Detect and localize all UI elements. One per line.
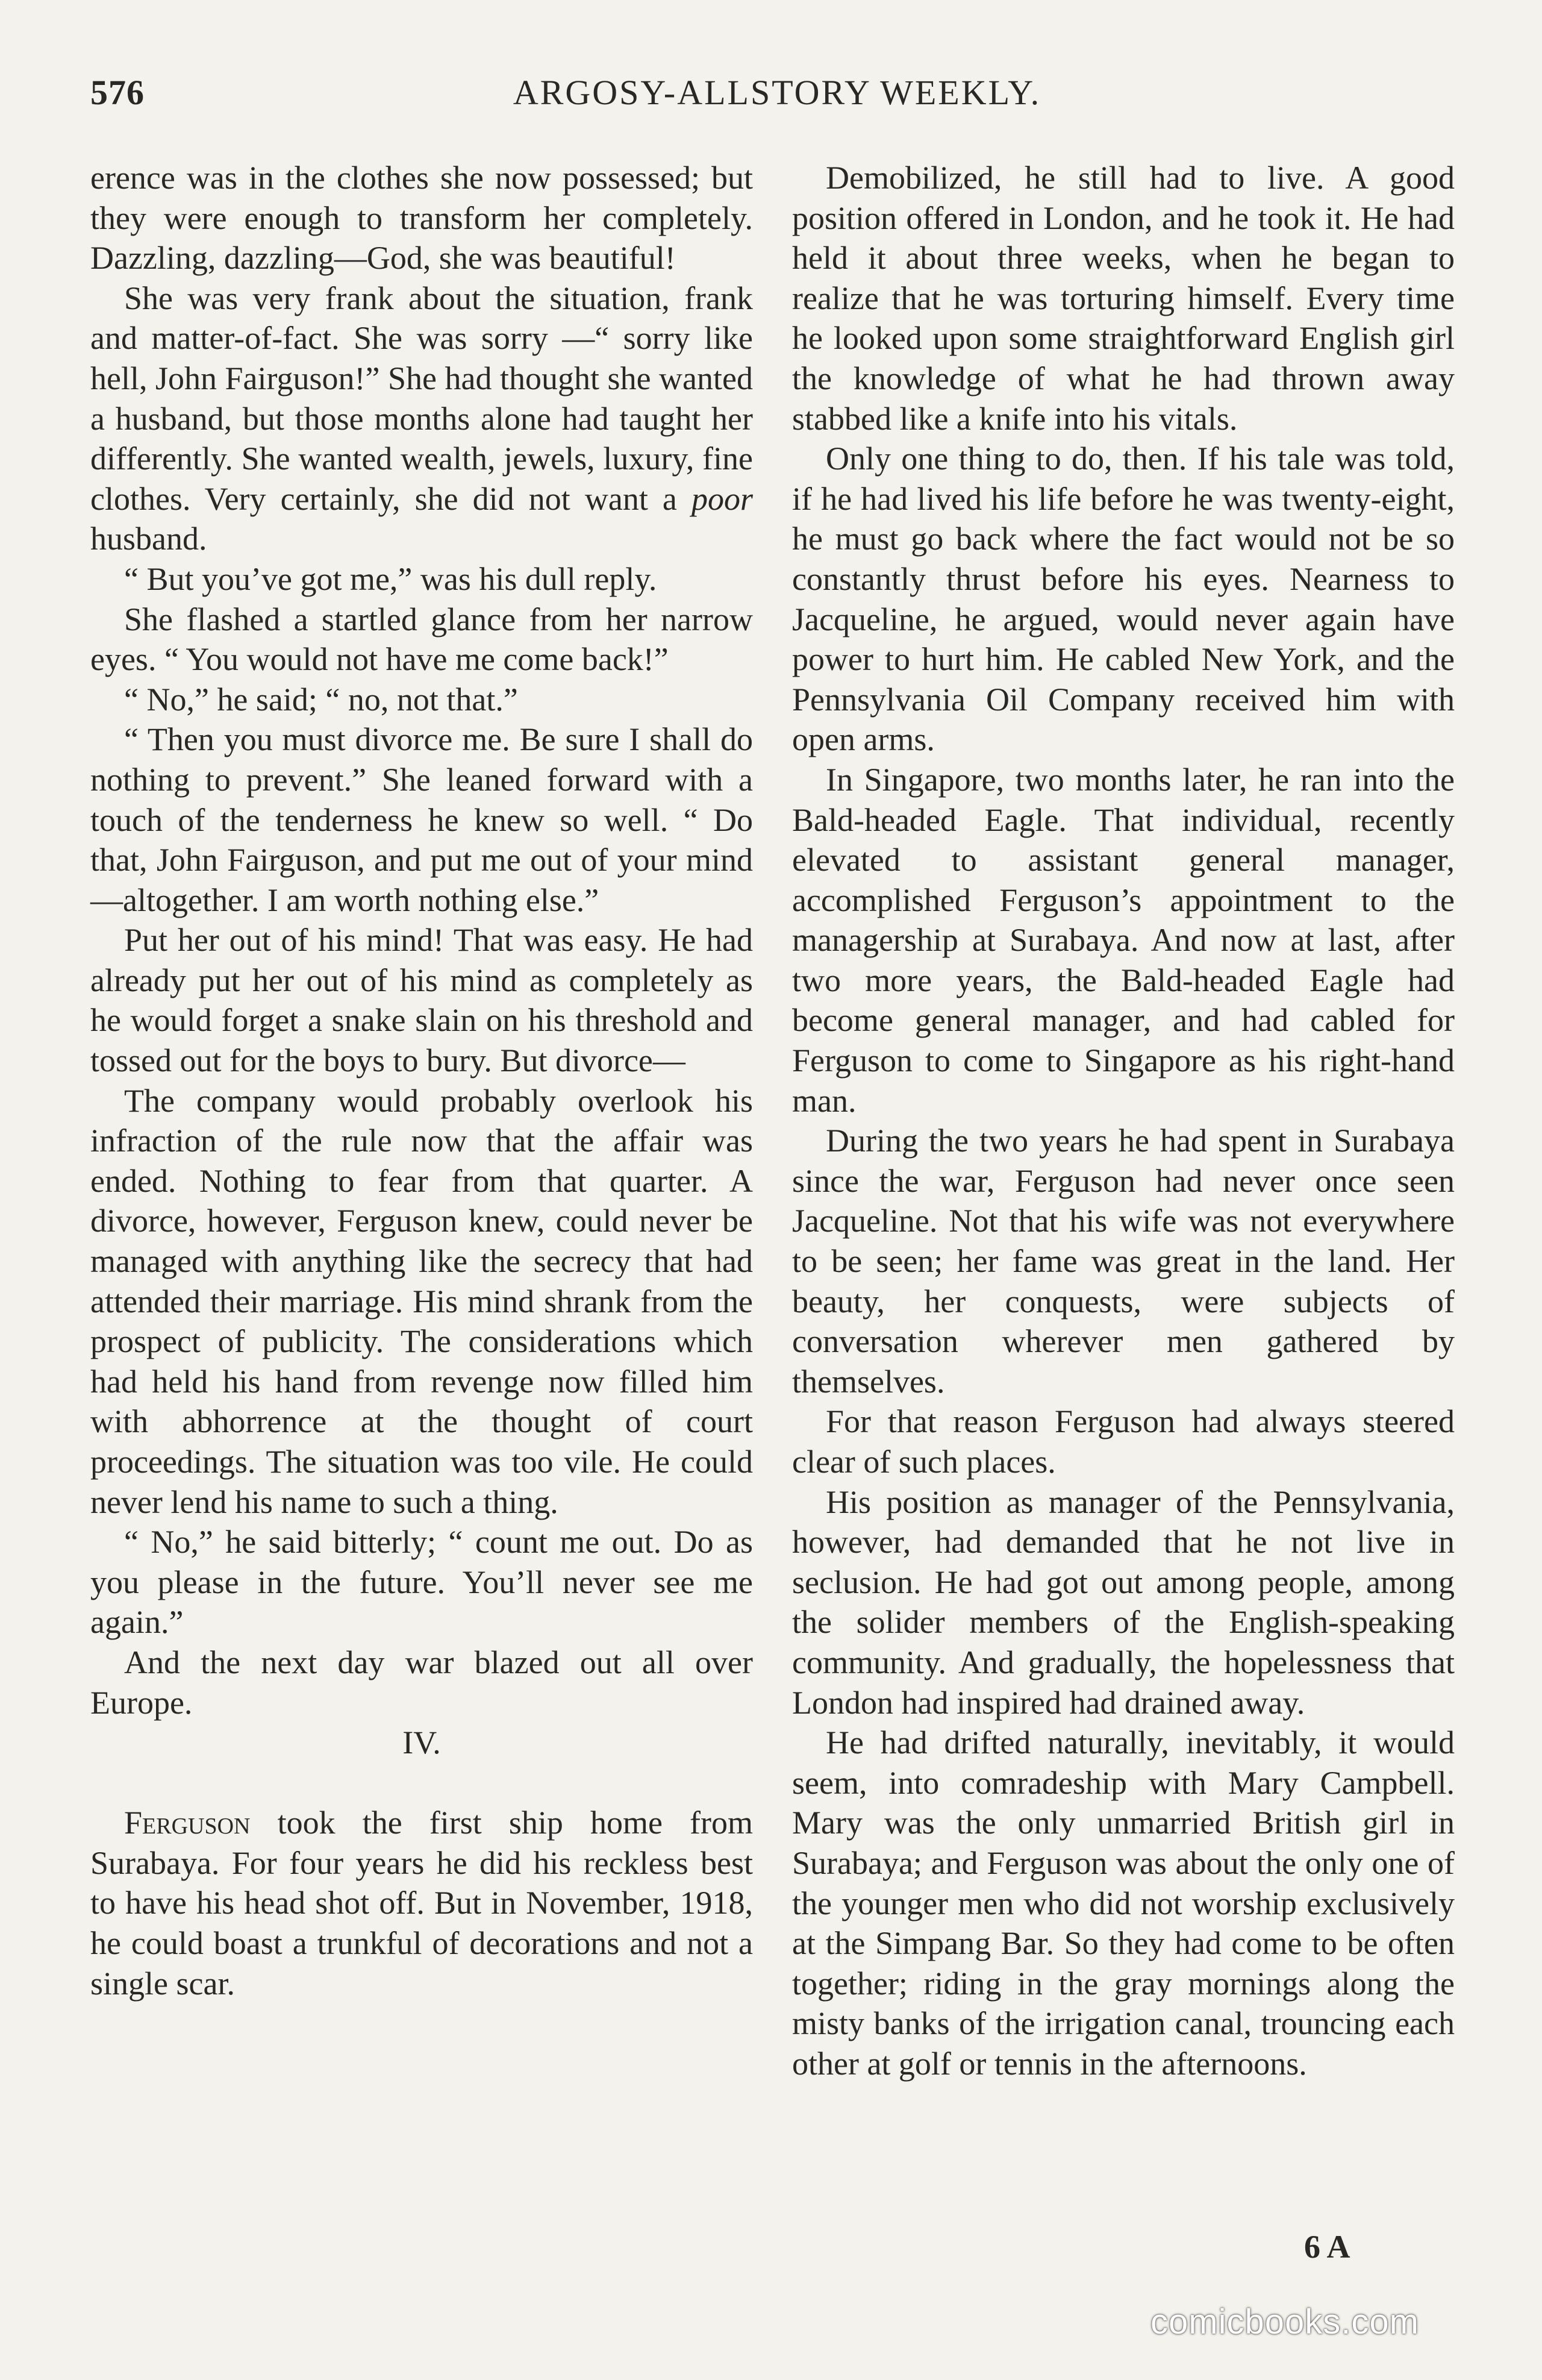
paragraph: During the two years he had spent in Surabaya since the war, Ferguson had never once seen Jacqueline. Not that his wife was not everywhere to be seen; her fame was great in the land. Her beauty, her conquests, were subjects of conversation wherever men gathered by themselves.: [792, 1123, 1455, 1400]
left-column: [90, 158, 753, 2003]
paragraph: Put her out of his mind! That was easy. He had already put her out of his mind as completely as he would forget a snake slain on his threshold and tossed out for the boys to bury. But divorce—: [90, 922, 753, 1079]
paragraph: Demobilized, he still had to live. A good position offered in London, and he took it. He had held it about three weeks, when he began to realize that he was torturing himself. Every time he looked upon some straightforward English girl the knowledge of what he had thrown away stabbed like a knife into his vitals.: [792, 160, 1455, 437]
paragraph-text: took the first ship home from Surabaya. For four years he did his reckless best to have his head shot off. But in November, 1918, he could boast a trunkful of decorations and not a single scar.: [90, 1805, 753, 2002]
smallcaps-lead: Ferguson: [124, 1805, 251, 1841]
running-title: ARGOSY-ALLSTORY WEEKLY.: [513, 73, 1041, 112]
paragraph-text: She was very frank about the situation, frank and matter-of-fact. She was sorry —“ sorry like hell, John Fairguson!” She had thought she wanted a husband, but those months alone had taught her differently. She wanted wealth, jewels, luxury, fine clothes. Very certainly, she did not want a: [90, 280, 753, 517]
page-header: [90, 72, 1464, 127]
right-column: [792, 158, 1455, 2084]
paragraph: In Singapore, two months later, he ran into the Bald-headed Eagle. That individual, recently elevated to assistant general manager, accomplished Ferguson’s appointment to the managership at Surabaya. And now at last, after two more years, the Bald-headed Eagle had become general manager, and had cabled for Ferguson to come to Singapore as his right-hand man.: [792, 761, 1455, 1119]
paragraph: “ But you’ve got me,” was his dull reply.: [124, 560, 657, 597]
paragraph: The company would probably overlook his infraction of the rule now that the affair was ended. Nothing to fear from that quarter. A divorce, however, Ferguson knew, could never be managed with anything like the secrecy that had attended their marriage. His mind shrank from the prospect of publicity. The considerations which had held his hand from revenge now filled him with abhorrence at the thought of court proceedings. The situation was too vile. He could never lend his name to such a thing.: [90, 1082, 753, 1520]
paragraph: And the next day war blazed out all over Europe.: [90, 1644, 753, 1721]
paragraph: He had drifted naturally, inevitably, it would seem, into comradeship with Mary Campbell. Mary was the only unmarried British girl in Surabaya; and Ferguson was about the only one of the younger men who did not worship exclusively at the Simpang Bar. So they had come to be often together; riding in the gray mornings along the misty banks of the irrigation canal, trouncing each other at golf or tennis in the afternoons.: [792, 1724, 1455, 2082]
paragraph: erence was in the clothes she now possessed; but they were enough to transform her completely. Dazzling, dazzling—God, she was beautiful!: [90, 160, 753, 277]
signature-mark: 6 A: [1304, 2229, 1350, 2265]
page-number: 576: [90, 73, 145, 112]
watermark: comicbooks.com: [1150, 2302, 1419, 2341]
paragraph: For that reason Ferguson had always steered clear of such places.: [792, 1403, 1455, 1480]
paragraph: [90, 278, 753, 559]
paragraph: “ No,” he said bitterly; “ count me out. Do as you please in the future. You’ll never see me again.”: [90, 1524, 753, 1641]
paragraph: Only one thing to do, then. If his tale was told, if he had lived his life before he was twenty-eight, he must go back where the fact would not be so constantly thrust before his eyes. Nearness to Jacqueline, he argued, would never again have power to hurt him. He cabled New York, and the Pennsylvania Oil Company received him with open arms.: [792, 440, 1455, 758]
paragraph-text: husband.: [90, 521, 207, 557]
paragraph: [90, 1803, 753, 2003]
emphasis-text: poor: [691, 480, 753, 517]
paragraph: “ No,” he said; “ no, not that.”: [124, 681, 518, 718]
paragraph: “ Then you must divorce me. Be sure I shall do nothing to prevent.” She leaned forward with a touch of the tenderness he knew so well. “ Do that, John Fairguson, and put me out of your mind—altogether. I am worth nothing else.”: [90, 721, 753, 918]
paragraph: She flashed a startled glance from her narrow eyes. “ You would not have me come back!”: [90, 601, 753, 678]
section-heading: IV.: [402, 1724, 441, 1761]
paragraph: His position as manager of the Pennsylvania, however, had demanded that he not live in seclusion. He had got out among people, among the solider members of the English-speaking community. And gradually, the hopelessness that London had inspired had drained away.: [792, 1483, 1455, 1721]
